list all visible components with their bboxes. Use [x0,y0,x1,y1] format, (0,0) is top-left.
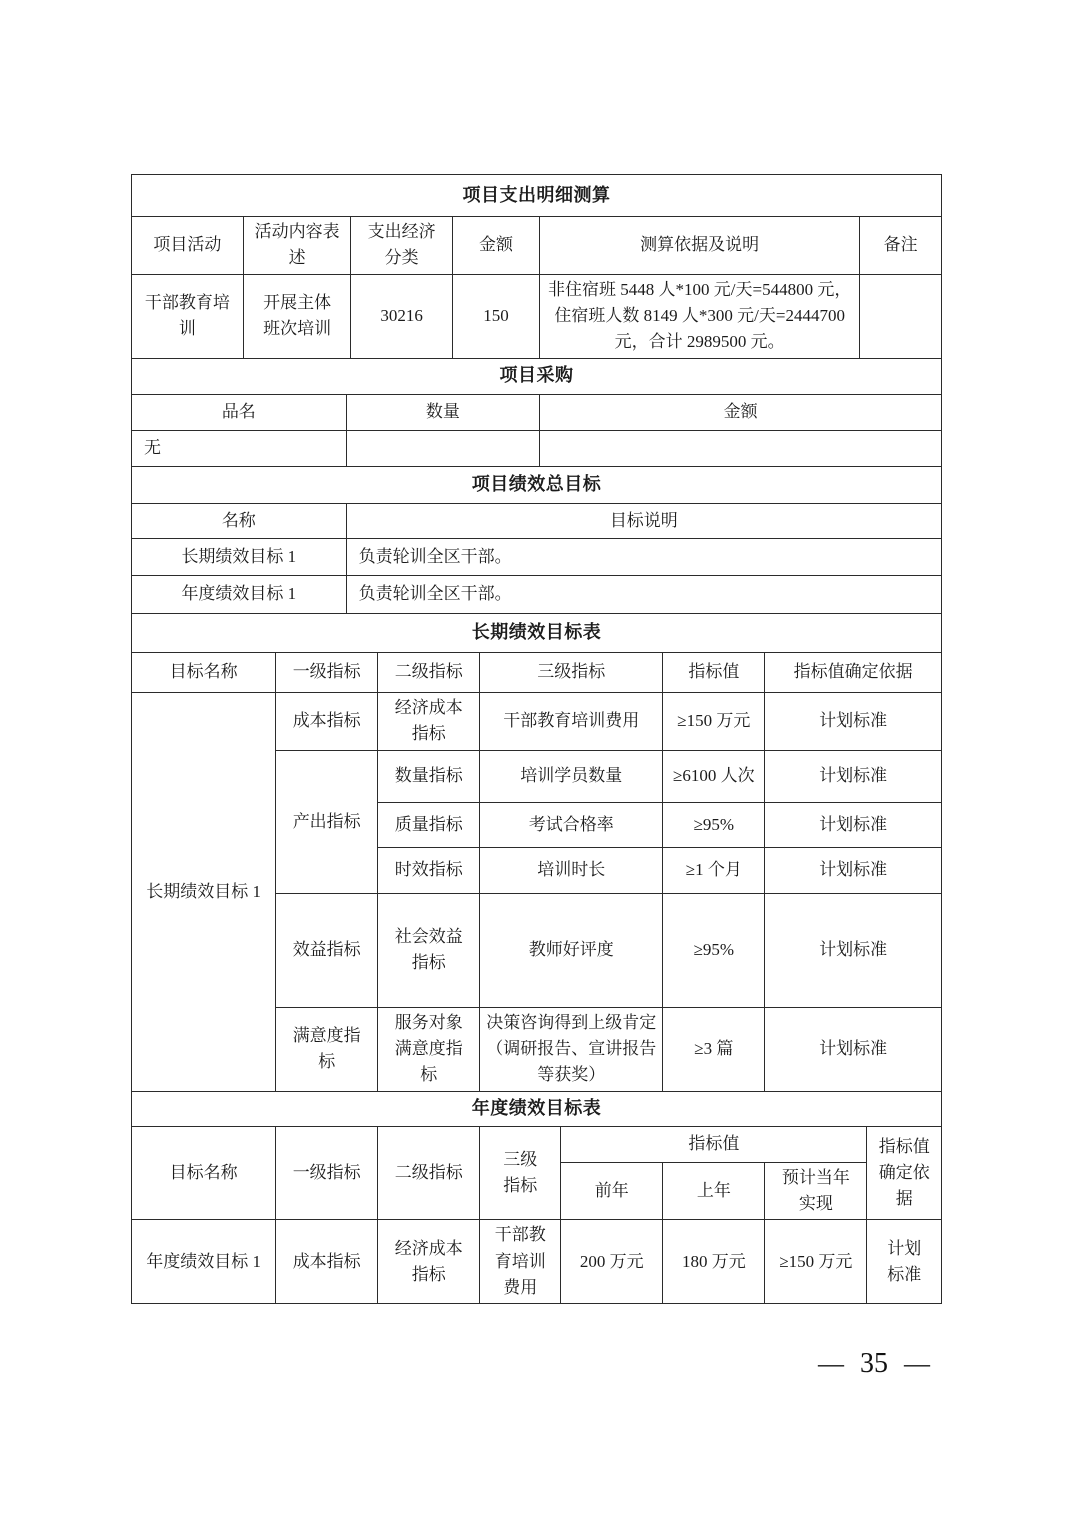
col-header-expected-current: 预计当年实现 [765,1162,867,1220]
col-header-level1: 一级指标 [276,1126,378,1220]
col-header-goal-description: 目标说明 [346,503,941,538]
procurement-title: 项目采购 [132,358,942,394]
cell-activity: 干部教育培训 [132,274,244,358]
cell-goal-name: 长期绩效目标 1 [132,692,276,1091]
cell-level2: 服务对象满意度指标 [378,1007,480,1091]
col-header-item-name: 品名 [132,394,347,430]
cell-level3: 培训时长 [480,847,663,893]
procurement-table [131,358,942,467]
cell-amount: 150 [452,274,539,358]
col-header-quantity: 数量 [346,394,540,430]
col-header-level2: 二级指标 [378,652,480,692]
col-header-basis: 测算依据及说明 [540,217,860,275]
cell-note [860,274,942,358]
cell-value: ≥95% [663,893,765,1007]
cell-basis: 计划标准 [765,893,942,1007]
cell-amount [540,430,942,466]
document-page [131,174,942,1304]
col-header-year-before-last: 前年 [561,1162,663,1220]
col-header-name: 名称 [132,503,347,538]
col-header-goal-name: 目标名称 [132,1126,276,1220]
cell-content: 开展主体班次培训 [243,274,351,358]
expenditure-title: 项目支出明细测算 [132,175,942,217]
col-header-level1: 一级指标 [276,652,378,692]
col-header-activity: 项目活动 [132,217,244,275]
cell-level1: 满意度指标 [276,1007,378,1091]
cell-value: ≥150 万元 [663,692,765,750]
cell-basis: 非住宿班 5448 人*100 元/天=544800 元，住宿班人数 8149 人*300 元/天=2444700 元，合计 2989500 元。 [540,274,860,358]
cell-level2: 质量指标 [378,802,480,847]
col-header-value: 指标值 [663,652,765,692]
table-row [132,274,942,358]
page-number-left-dash: — [818,1349,844,1378]
cell-level2: 经济成本指标 [378,692,480,750]
cell-level2: 经济成本指标 [378,1220,480,1304]
cell-goal-description: 负责轮训全区干部。 [346,575,941,613]
cell-basis: 计划标准 [765,1007,942,1091]
page-number-value: 35 [860,1348,888,1379]
overall-goals-title: 项目绩效总目标 [132,466,942,503]
cell-level2: 数量指标 [378,750,480,802]
table-row [132,1220,942,1304]
cell-level3: 考试合格率 [480,802,663,847]
cell-quantity [346,430,540,466]
cell-goal-description: 负责轮训全区干部。 [346,538,941,575]
col-header-basis: 指标值确定依据 [867,1126,942,1220]
longterm-goals-title: 长期绩效目标表 [132,613,942,652]
table-row [132,575,942,613]
cell-economic-class: 30216 [351,274,452,358]
cell-basis: 计划标准 [765,692,942,750]
col-header-goal-name: 目标名称 [132,652,276,692]
cell-level1: 产出指标 [276,750,378,893]
cell-basis: 计划标准 [765,847,942,893]
expenditure-table [131,174,942,359]
page-number-right-dash: — [904,1349,930,1378]
cell-level3: 培训学员数量 [480,750,663,802]
cell-value: ≥1 个月 [663,847,765,893]
cell-basis: 计划标准 [867,1220,942,1304]
table-row [132,538,942,575]
table-row [132,430,942,466]
cell-value: ≥95% [663,802,765,847]
cell-last-year: 180 万元 [663,1220,765,1304]
cell-level1: 效益指标 [276,893,378,1007]
overall-goals-table [131,466,942,614]
cell-level1: 成本指标 [276,692,378,750]
cell-goal-name: 年度绩效目标 1 [132,1220,276,1304]
col-header-level2: 二级指标 [378,1126,480,1220]
annual-goals-title: 年度绩效目标表 [132,1091,942,1126]
cell-level2: 社会效益指标 [378,893,480,1007]
cell-goal-name: 长期绩效目标 1 [132,538,347,575]
cell-level3: 决策咨询得到上级肯定（调研报告、宣讲报告等获奖） [480,1007,663,1091]
col-header-basis: 指标值确定依据 [765,652,942,692]
cell-item-name: 无 [132,430,347,466]
col-header-amount: 金额 [452,217,539,275]
col-header-note: 备注 [860,217,942,275]
cell-level1: 成本指标 [276,1220,378,1304]
col-header-content: 活动内容表述 [243,217,351,275]
table-row [132,692,942,750]
col-header-level3: 三级指标 [480,652,663,692]
page-number [818,1348,930,1380]
annual-goals-table [131,1091,942,1305]
col-header-value-group: 指标值 [561,1126,867,1162]
cell-level3: 干部教育培训费用 [480,1220,561,1304]
cell-level2: 时效指标 [378,847,480,893]
cell-value: ≥6100 人次 [663,750,765,802]
cell-level3: 干部教育培训费用 [480,692,663,750]
cell-goal-name: 年度绩效目标 1 [132,575,347,613]
cell-value: ≥3 篇 [663,1007,765,1091]
cell-year-before-last: 200 万元 [561,1220,663,1304]
cell-level3: 教师好评度 [480,893,663,1007]
cell-basis: 计划标准 [765,802,942,847]
col-header-last-year: 上年 [663,1162,765,1220]
col-header-level3: 三级指标 [480,1126,561,1220]
cell-expected-current: ≥150 万元 [765,1220,867,1304]
col-header-amount: 金额 [540,394,942,430]
col-header-economic-class: 支出经济分类 [351,217,452,275]
cell-basis: 计划标准 [765,750,942,802]
longterm-goals-table [131,613,942,1092]
